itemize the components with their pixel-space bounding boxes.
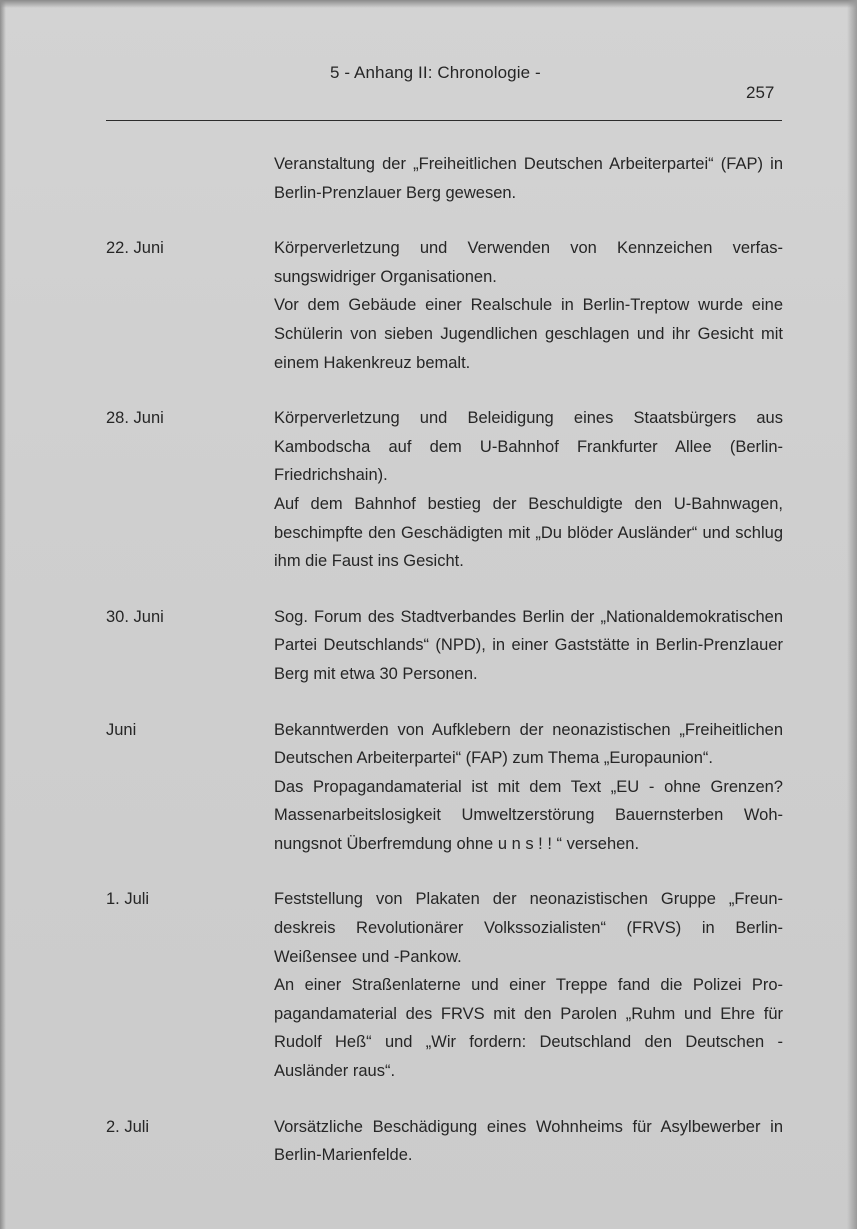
entry-paragraph: Das Propagandamaterial ist mit dem Text „EU - ohne Grenzen? Massenarbeitslosigkeit Umweltzerstörung Bauernsterben Wohnungsnot Überfremdung ohne u n s ! ! “ versehen. bbox=[274, 777, 783, 853]
chronology-list bbox=[0, 150, 857, 1197]
entry-paragraph: Vor dem Gebäude einer Realschule in Berlin-Treptow wurde eine Schülerin von sieben Jugendlichen geschlagen und ihr Gesicht mit einem Hakenkreuz bemalt. bbox=[274, 296, 783, 372]
entry-date: 30. Juni bbox=[106, 607, 164, 626]
scan-shadow-top bbox=[0, 0, 857, 8]
entry-paragraph: Vorsätzliche Beschädigung eines Wohnheims für Asylbewerber in Berlin-Marienfelde. bbox=[274, 1117, 783, 1165]
chronology-entry bbox=[0, 234, 857, 377]
header-rule bbox=[106, 120, 782, 121]
chronology-entry bbox=[0, 603, 857, 689]
entry-paragraph: Körperverletzung und Verwenden von Kennzeichen verfassungswidriger Organisationen. bbox=[274, 239, 783, 286]
entry-text bbox=[274, 885, 783, 1085]
entry-date: Juni bbox=[106, 720, 137, 739]
chronology-entry bbox=[0, 716, 857, 859]
entry-text bbox=[274, 404, 783, 576]
entry-date: 2. Juli bbox=[106, 1117, 150, 1136]
entry-text bbox=[274, 1113, 783, 1170]
entry-text bbox=[274, 716, 783, 859]
chronology-entry bbox=[0, 404, 857, 576]
entry-paragraph: Bekanntwerden von Aufklebern der neonazistischen „Freiheitlichen Deutschen Arbeiterpartei“ (FAP) zum Thema „Europaunion“. bbox=[274, 720, 783, 768]
entry-date: 28. Juni bbox=[106, 409, 164, 428]
entry-date: 1. Juli bbox=[106, 890, 150, 909]
page-number: 257 bbox=[746, 83, 775, 102]
running-header-title: 5 - Anhang II: Chronologie - bbox=[330, 63, 541, 82]
entry-text bbox=[274, 603, 783, 689]
entry-paragraph: An einer Straßenlaterne und einer Treppe fand die Polizei Propagandamaterial des FRVS mit den Parolen „Ruhm und Ehre für Rudolf Heß“ und „Wir fordern: Deutschland den Deutschen - Ausländer raus“. bbox=[274, 976, 783, 1081]
entry-paragraph: Sog. Forum des Stadtverbandes Berlin der „Nationaldemokratischen Partei Deutschlands“ (NPD), in einer Gaststätte in Berlin-Prenzlauer Berg mit etwa 30 Personen. bbox=[274, 607, 783, 683]
chronology-entry bbox=[0, 1113, 857, 1170]
entry-paragraph: Körperverletzung und Beleidigung eines Staatsbürgers aus Kambodscha auf dem U-Bahnhof Frankfurter Allee (Berlin-Friedrichshain). bbox=[274, 409, 783, 485]
chronology-entry bbox=[0, 150, 857, 207]
entry-date: 22. Juni bbox=[106, 239, 164, 258]
chronology-entry bbox=[0, 885, 857, 1085]
entry-paragraph: Veranstaltung der „Freiheitlichen Deutschen Arbeiterpartei“ (FAP) in Berlin-Prenzlauer Berg gewesen. bbox=[274, 155, 783, 202]
entry-text bbox=[274, 150, 783, 207]
entry-paragraph: Auf dem Bahnhof bestieg der Beschuldigte den U-Bahnwagen, beschimpfte den Geschädigten mit „Du blöder Ausländer“ und schlug ihm die Faust ins Gesicht. bbox=[274, 494, 783, 571]
entry-text bbox=[274, 234, 783, 377]
entry-paragraph: Feststellung von Plakaten der neonazistischen Gruppe „Freundeskreis Revolutionärer Volkssozialisten“ (FRVS) in Berlin-Weißensee und -Pankow. bbox=[274, 890, 783, 966]
